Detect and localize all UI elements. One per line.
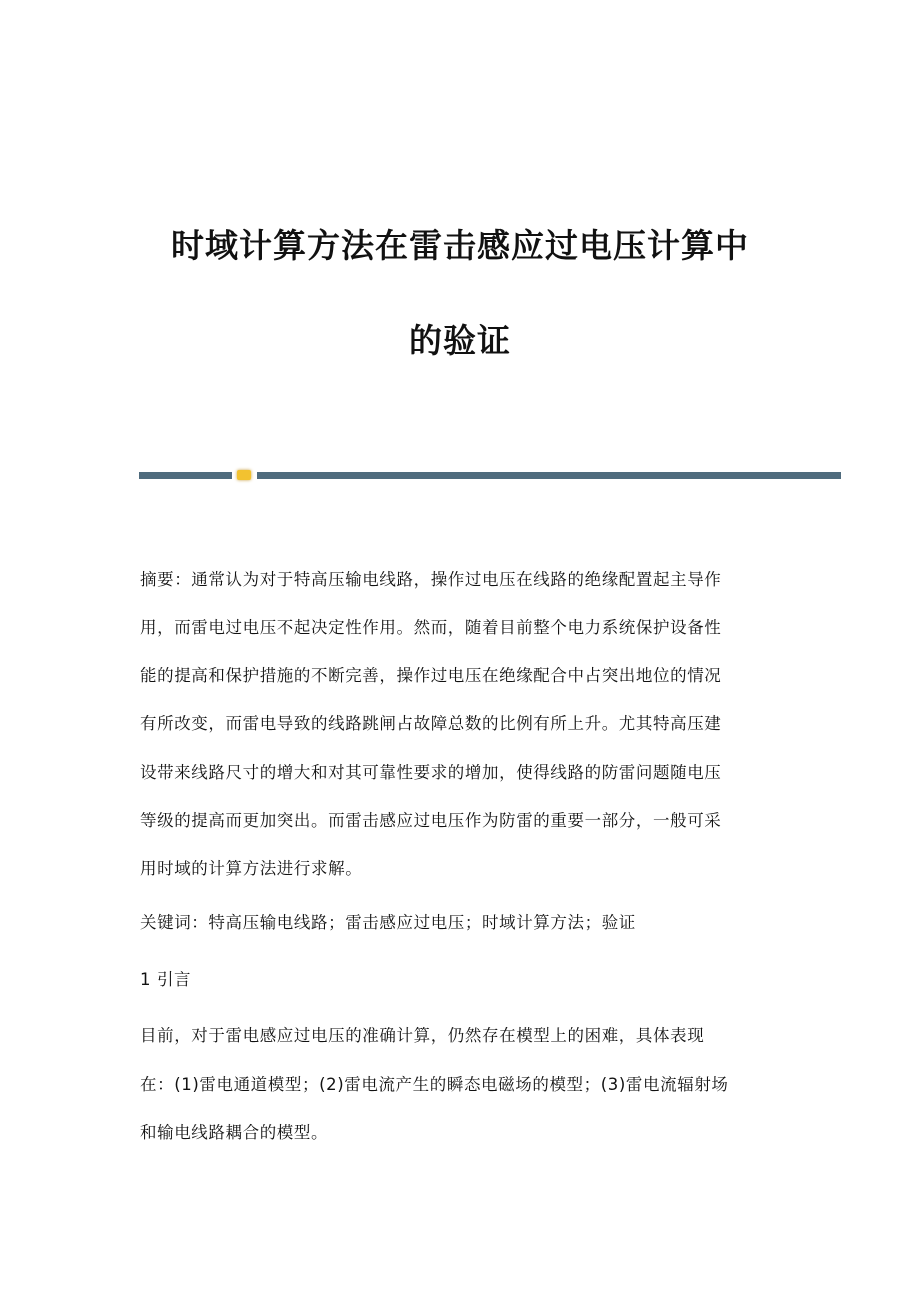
abstract-line: 用，而雷电过电压不起决定性作用。然而，随着目前整个电力系统保护设备性 xyxy=(140,618,722,637)
divider-left xyxy=(139,472,232,479)
abstract-line: 有所改变，而雷电导致的线路跳闸占故障总数的比例有所上升。尤其特高压建 xyxy=(140,714,722,733)
divider-ornament xyxy=(237,470,251,480)
title-line-2: 的验证 xyxy=(409,321,511,360)
abstract-line: 设带来线路尺寸的增大和对其可靠性要求的增加，使得线路的防雷问题随电压 xyxy=(140,763,722,782)
intro-line: 和输电线路耦合的模型。 xyxy=(140,1123,329,1142)
abstract-line: 能的提高和保护措施的不断完善，操作过电压在绝缘配合中占突出地位的情况 xyxy=(140,666,722,685)
abstract-line: 用时域的计算方法进行求解。 xyxy=(140,859,363,878)
intro-line: 在：(1)雷电通道模型；(2)雷电流产生的瞬态电磁场的模型；(3)雷电流辐射场 xyxy=(140,1075,729,1094)
divider-right xyxy=(257,472,841,479)
abstract-line: 摘要：通常认为对于特高压输电线路，操作过电压在线路的绝缘配置起主导作 xyxy=(140,570,722,589)
section-heading: 1 引言 xyxy=(140,970,192,989)
intro-line: 目前，对于雷电感应过电压的准确计算，仍然存在模型上的困难，具体表现 xyxy=(140,1026,705,1045)
title-line-1: 时域计算方法在雷击感应过电压计算中 xyxy=(171,226,749,265)
keywords: 关键词：特高压输电线路；雷击感应过电压；时域计算方法；验证 xyxy=(140,913,636,932)
abstract-line: 等级的提高而更加突出。而雷击感应过电压作为防雷的重要一部分，一般可采 xyxy=(140,811,722,830)
